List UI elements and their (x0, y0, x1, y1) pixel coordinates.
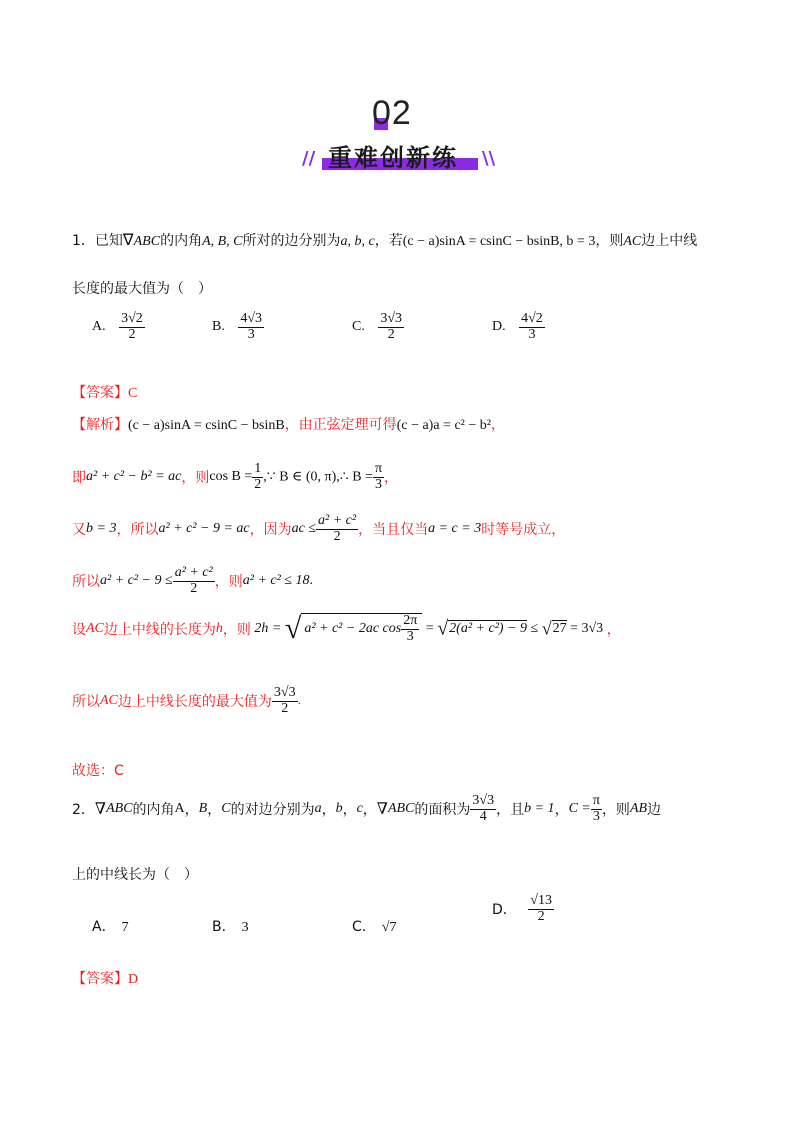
q1-solution-line-3: 又b = 3，所以a² + c² − 9 = ac，因为ac ≤ $\frac{\text{a² + c²}}{2}$ ，当且仅当a = c = 3时等号成立， (72, 513, 566, 544)
q2-option-a[interactable]: A． 7 (92, 919, 129, 935)
q1-option-c[interactable]: C. $\frac{3√3}{2}$ (352, 311, 403, 342)
q1-option-b[interactable]: B. $\frac{4√3}{3}$ (212, 311, 263, 342)
question-2-stem-line2: 上的中线长为（ ） (72, 867, 198, 883)
q1-solution-line-2: 即a² + c² − b² = ac，则cos B = $\frac{1}{2}$ ,∵ B ∈ (0, π),∴ B = $\frac{\pi}{3}$ ， (72, 461, 399, 492)
right-decoration: \\ (482, 148, 496, 169)
q1-option-d[interactable]: D. $\frac{4√2}{3}$ (492, 311, 543, 342)
q2-option-d[interactable]: D． $\frac{√13}{2}$ (492, 893, 552, 924)
q1-answer: 【答案】C (72, 385, 138, 401)
section-number: 02 (372, 94, 412, 132)
question-1-stem: 1．已知∇ABC的内角A, B, C所对的边分别为a, b, c，若(c − a)sinA = csinC − bsinB, b = 3，则AC边上中线 (72, 230, 698, 249)
question-2-stem: 2．∇ABC的内角A，B，C的对边分别为a，b，c，∇ABC的面积为 $\frac{3√3}{4}$ ，且b = 1，C = $\frac{\pi}{3}$ ，则AB边 (72, 793, 662, 824)
q2-option-b[interactable]: B． 3 (212, 919, 249, 935)
q1-solution-line-4: 所以a² + c² − 9 ≤ $\frac{\text{a² + c²}}{2}$ ，则a² + c² ≤ 18. (72, 565, 313, 596)
question-1-stem-line2: 长度的最大值为（ ） (72, 281, 212, 297)
left-decoration: // (302, 148, 316, 169)
q2-answer: 【答案】D (72, 971, 139, 987)
q1-solution-line-6: 所以AC边上中线长度的最大值为 $\frac{3√3}{2}$ . (72, 685, 302, 716)
q1-final-choice: 故选：C (72, 763, 124, 779)
q2-option-c[interactable]: C． √7 (352, 919, 397, 935)
q1-option-a[interactable]: A. $\frac{3√2}{2}$ (92, 311, 143, 342)
q1-solution-line-1: 【解析】(c − a)sinA = csinC − bsinB，由正弦定理可得(c − a)a = c² − b²， (72, 417, 505, 433)
q1-solution-line-5: 设AC边上中线的长度为h，则 2h = √ a² + c² − 2ac cos $\frac{2\pi}{3}$ = √2(a² + c²) − 9 ≤ √27 = 3√3 ， (72, 612, 621, 645)
section-title: 重难创新练 (328, 144, 458, 172)
